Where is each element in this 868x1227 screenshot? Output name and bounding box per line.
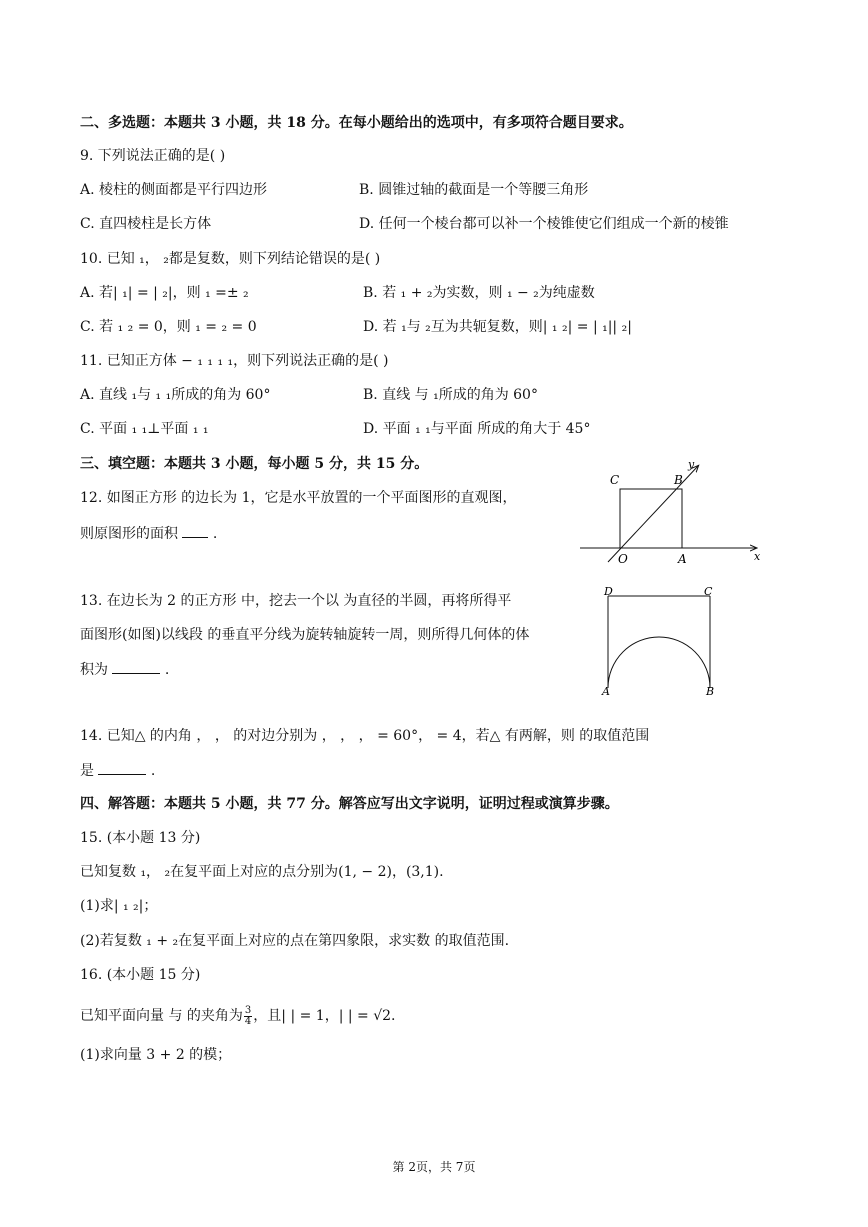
answer-blank[interactable]: [182, 523, 208, 538]
answer-blank[interactable]: [98, 760, 146, 775]
question-12-line-2-text: 则原图形的面积: [80, 526, 178, 542]
label-x: x: [754, 550, 761, 563]
question-16-line-1: [80, 1003, 396, 1029]
question-14-line-2: [80, 760, 155, 781]
label-d: D: [604, 585, 613, 598]
question-12-line-2-end: .: [212, 526, 218, 542]
fraction-denominator: 4: [244, 1015, 252, 1027]
fraction-three-quarters: [244, 1006, 252, 1027]
question-15-part-1: (1)求| ₁ ₂|；: [80, 898, 158, 914]
question-9-option-b: B. 圆锥过轴的截面是一个等腰三角形: [359, 182, 589, 198]
label-o: O: [618, 552, 628, 566]
question-9-option-c: C. 直四棱柱是长方体: [80, 216, 212, 232]
question-13-line-3: [80, 659, 169, 680]
label-y: y: [688, 458, 695, 471]
figure-13-square-with-semicircle: [600, 584, 720, 696]
question-14-line-2-end: .: [150, 763, 156, 779]
question-10-option-b: B. 若 ₁ + ₂为实数，则 ₁ − ₂为纯虚数: [363, 285, 595, 301]
label-c: C: [610, 473, 620, 487]
question-13-line-1: 13. 在边长为 2 的正方形 中，挖去一个以 为直径的半圆，再将所得平: [80, 593, 512, 609]
question-16-line-1-pre: 已知平面向量 与 的夹角为: [80, 1008, 243, 1024]
section-header-solutions: 四、解答题：本题共 5 小题，共 77 分。解答应写出文字说明，证明过程或演算步骤。: [80, 796, 619, 812]
question-16-title: 16. (本小题 15 分): [80, 967, 201, 983]
section-header-multiple-choice: 二、多选题：本题共 3 小题，共 18 分。在每小题给出的选项中，有多项符合题目要求。: [80, 115, 633, 131]
label-b: B: [674, 473, 683, 487]
question-11-option-a: A. 直线 ₁与 ₁ ₁所成的角为 60°: [80, 387, 271, 403]
question-9-stem: 9. 下列说法正确的是( ): [80, 148, 226, 164]
question-10-option-c: C. 若 ₁ ₂ = 0，则 ₁ = ₂ = 0: [80, 319, 257, 335]
question-9-option-a: A. 棱柱的侧面都是平行四边形: [80, 182, 268, 198]
question-13-line-2: 面图形(如图)以线段 的垂直平分线为旋转轴旋转一周，则所得几何体的体: [80, 627, 530, 643]
semicircle-arc: [608, 637, 710, 688]
label-c: C: [704, 585, 713, 598]
question-9-option-d: D. 任何一个棱台都可以补一个棱锥使它们组成一个新的棱锥: [359, 216, 729, 232]
question-15-line-1: 已知复数 ₁， ₂在复平面上对应的点分别为(1, − 2)，(3,1).: [80, 864, 444, 880]
question-10-stem: 10. 已知 ₁， ₂都是复数，则下列结论错误的是( ): [80, 251, 381, 267]
question-11-option-c: C. 平面 ₁ ₁⊥平面 ₁ ₁: [80, 421, 209, 437]
figure-12-oblique-square: [578, 456, 768, 568]
question-11-option-b: B. 直线 与 ₁所成的角为 60°: [363, 387, 538, 403]
question-12-line-1: 12. 如图正方形 的边长为 1，它是水平放置的一个平面图形的直观图，: [80, 490, 517, 506]
label-a: A: [602, 685, 610, 696]
question-10-option-d: D. 若 ₁与 ₂互为共轭复数，则| ₁ ₂| = | ₁|| ₂|: [363, 319, 632, 335]
label-a: A: [678, 552, 687, 566]
question-13-line-3-text: 积为: [80, 662, 108, 678]
question-11-option-d: D. 平面 ₁ ₁与平面 所成的角大于 45°: [363, 421, 591, 437]
answer-blank[interactable]: [112, 659, 160, 674]
fraction-numerator: 3: [244, 1004, 252, 1016]
question-15-part-2: (2)若复数 ₁ + ₂在复平面上对应的点在第四象限，求实数 的取值范围.: [80, 933, 510, 949]
question-14-line-2-text: 是: [80, 763, 94, 779]
question-10-option-a: A. 若| ₁| = | ₂|，则 ₁ =± ₂: [80, 285, 249, 301]
question-11-stem: 11. 已知正方体 − ₁ ₁ ₁ ₁，则下列说法正确的是( ): [80, 353, 389, 369]
section-header-fill-in: 三、填空题：本题共 3 小题，每小题 5 分，共 15 分。: [80, 456, 429, 472]
question-12-line-2: [80, 523, 217, 544]
question-13-line-3-end: .: [164, 662, 170, 678]
page-footer: 第 2页，共 7页: [392, 1160, 476, 1174]
question-16-line-1-post: ，且| | = 1，| | = √2.: [253, 1008, 396, 1024]
question-16-part-1: (1)求向量 3 + 2 的模；: [80, 1047, 232, 1063]
question-14-line-1: 14. 已知△ 的内角 ， ， 的对边分别为 ， ， ， = 60°， = 4，若△ 有两解，则 的取值范围: [80, 728, 650, 744]
question-15-title: 15. (本小题 13 分): [80, 830, 201, 846]
label-b: B: [706, 685, 715, 696]
